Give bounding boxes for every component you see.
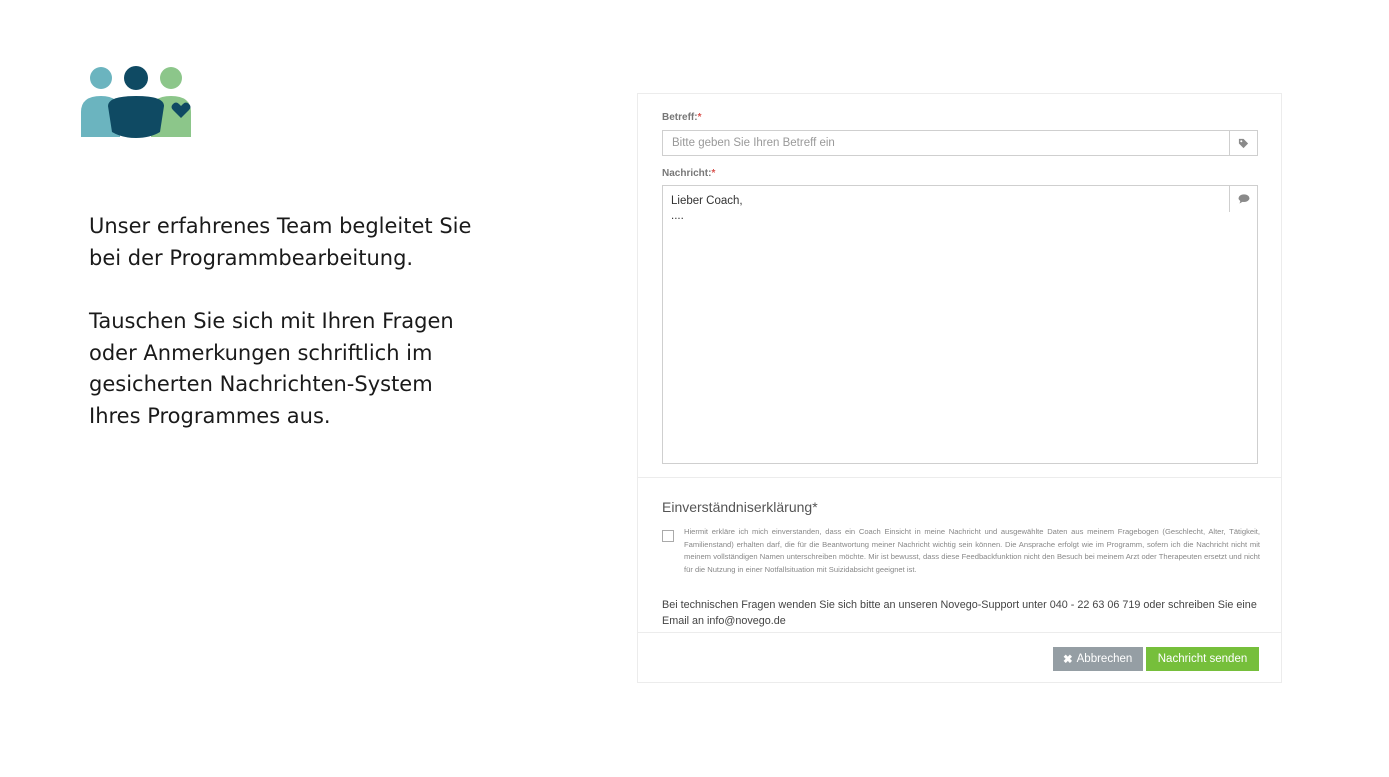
consent-checkbox[interactable]	[662, 530, 674, 542]
subject-input-group	[662, 130, 1258, 156]
team-logo	[80, 66, 194, 138]
consent-text: Hiermit erkläre ich mich einverstanden, dass ein Coach Einsicht in meine Nachricht und ausgewählte Daten aus meinem Fragebogen (Geschlecht, Alter, Tätigkeit, Familienstand) erhalten darf, die für die Beantwortung meiner Nachricht wichtig sein können. Die Ansprache erfolgt wie im Programm, sofern ich die Nachricht nicht mit meinem vollständigen Namen unterschreiben möchte. Mir ist bewusst, dass diese Feedbackfunktion nicht den Besuch bei meinem Arzt oder Therapeuten ersetzt und nicht für die Nutzung in einer Notfallsituation mit Suizidabsicht geeignet ist.	[684, 527, 1260, 574]
support-text: Bei technischen Fragen wenden Sie sich bitte an unseren Novego-Support unter 040 - 22 63 06 719 oder schreiben Sie eine Email an info@novego.de	[662, 599, 1257, 627]
intro-paragraph-2: Tauschen Sie sich mit Ihren Fragen oder Anmerkungen schriftlich im gesicherten Nachrichten-System Ihres Programmes aus.	[89, 309, 454, 428]
cancel-button[interactable]	[1053, 647, 1143, 671]
intro-text	[89, 211, 489, 464]
message-textarea[interactable]	[662, 185, 1258, 464]
intro-paragraph-1: Unser erfahrenes Team begleitet Sie bei der Programmbearbeitung.	[89, 214, 472, 270]
send-button-label: Nachricht senden	[1157, 653, 1248, 665]
times-icon: ✖	[1063, 654, 1073, 666]
cancel-button-label: Abbrechen	[1076, 653, 1133, 665]
message-text[interactable]: Lieber Coach, ....	[671, 195, 743, 222]
required-mark: *	[697, 112, 702, 123]
message-label: Nachricht:*	[662, 168, 716, 179]
tag-icon	[1229, 131, 1257, 155]
team-people-heart-icon	[80, 66, 194, 138]
message-form-card	[637, 93, 1282, 683]
subject-input[interactable]	[663, 131, 1232, 155]
footer-divider	[638, 632, 1281, 633]
subject-label: Betreff:*	[662, 112, 702, 123]
required-mark: *	[711, 168, 716, 179]
comment-icon	[1229, 186, 1257, 212]
send-message-button[interactable]	[1146, 647, 1259, 671]
consent-title: Einverständniserklärung*	[662, 499, 818, 515]
section-divider	[638, 477, 1281, 478]
